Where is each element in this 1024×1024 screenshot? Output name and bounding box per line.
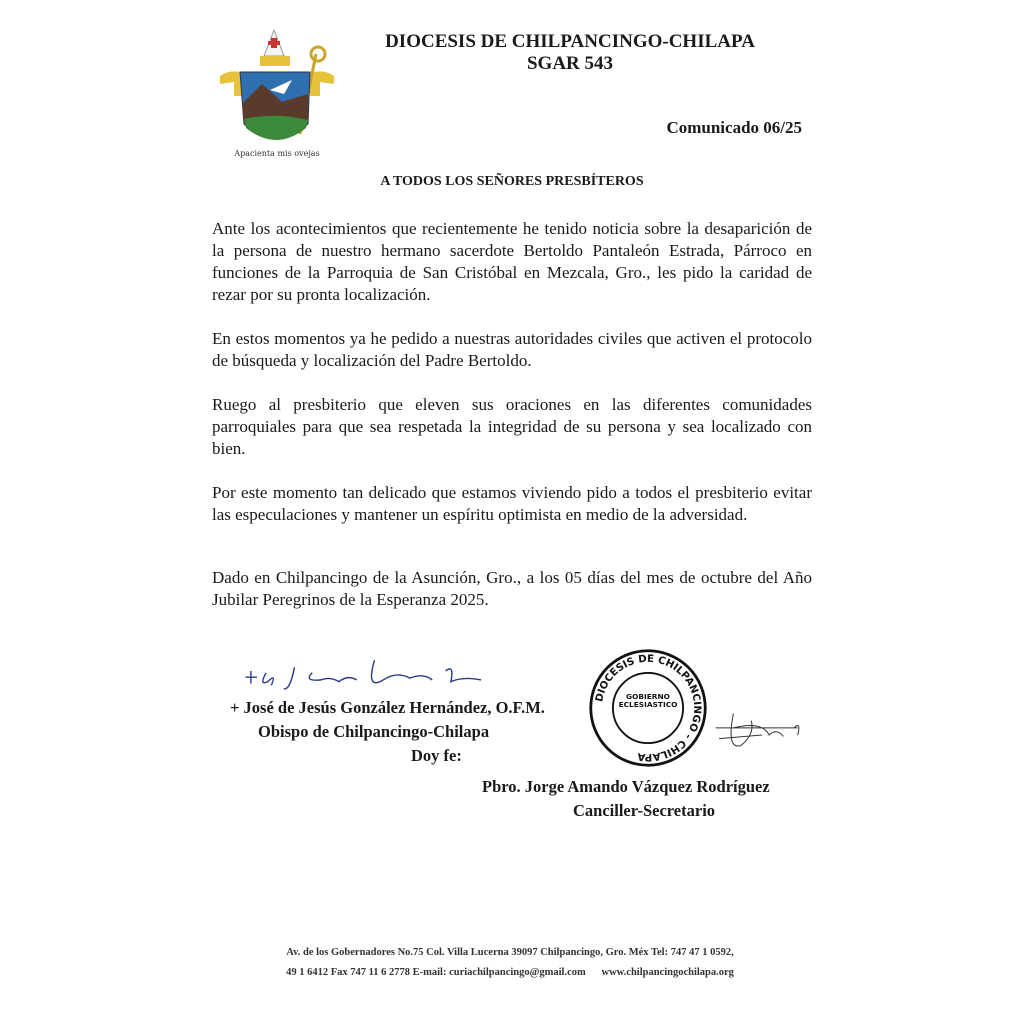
diocese-coat-of-arms-logo: [212, 24, 342, 164]
body-paragraph: Ruego al presbiterio que eleven sus oraciones en las diferentes comunidades parroquiales para que sea respetada la integridad de su persona y sea localizado con bien.: [212, 395, 812, 458]
bishop-name: + José de Jesús González Hernández, O.F.M.: [230, 698, 545, 717]
closing-paragraph: Dado en Chilpancingo de la Asunción, Gro., a los 05 días del mes de octubre del Año Jubilar Peregrinos de la Esperanza 2025.: [212, 568, 812, 609]
seal-ring-text: DIOCESIS DE CHILPANCINGO - CHILAPA: [594, 653, 703, 763]
bishop-title: Obispo de Chilpancingo-Chilapa: [258, 722, 490, 741]
diocese-registration: SGAR 543: [526, 53, 614, 74]
attestation-label: Doy fe:: [411, 746, 462, 765]
logo-motto: Apacienta mis ovejas: [234, 149, 320, 158]
footer-phone-email: 49 1 6412 Fax 747 11 6 2778 E-mail: curiachilpancingo@gmail.com: [286, 967, 586, 978]
chancellor-handwritten-signature: [712, 700, 812, 770]
chancellor-name: Pbro. Jorge Amando Vázquez Rodríguez: [482, 777, 770, 796]
communique-number: Comunicado 06/25: [666, 118, 802, 137]
body-paragraph: Por este momento tan delicado que estamos viviendo pido a todos el presbiterio evitar las especulaciones y mantener un espíritu optimista en medio de la adversidad.: [212, 483, 812, 524]
footer-address: Av. de los Gobernadores No.75 Col. Villa Lucerna 39097 Chilpancingo, Gro. Méx Tel: 747 47 1 0592,: [286, 947, 734, 958]
footer-website-link[interactable]: www.chilpancingochilapa.org: [601, 967, 734, 978]
salutation: A TODOS LOS SEÑORES PRESBÍTEROS: [380, 174, 644, 189]
body-paragraph: Ante los acontecimientos que recientemente he tenido noticia sobre la desaparición de la persona de nuestro hermano sacerdote Bertoldo Pantaleón Estrada, Párroco en funciones de la Parroquia de San Cristóbal en Mezcala, Gro., les pido la caridad de rezar por su pronta localización.: [212, 219, 812, 304]
footer-contact: [170, 963, 850, 982]
seal-center-text: GOBIERNO ECLESIASTICO: [618, 692, 678, 709]
diocese-title: DIOCESIS DE CHILPANCINGO-CHILAPA: [385, 31, 755, 52]
body-paragraph: En estos momentos ya he pedido a nuestras autoridades civiles que activen el protocolo de búsqueda y localización del Padre Bertoldo.: [212, 329, 812, 370]
chancellor-title: Canciller-Secretario: [573, 801, 716, 820]
official-seal-stamp: [588, 648, 708, 768]
bishop-handwritten-signature: [225, 655, 515, 695]
